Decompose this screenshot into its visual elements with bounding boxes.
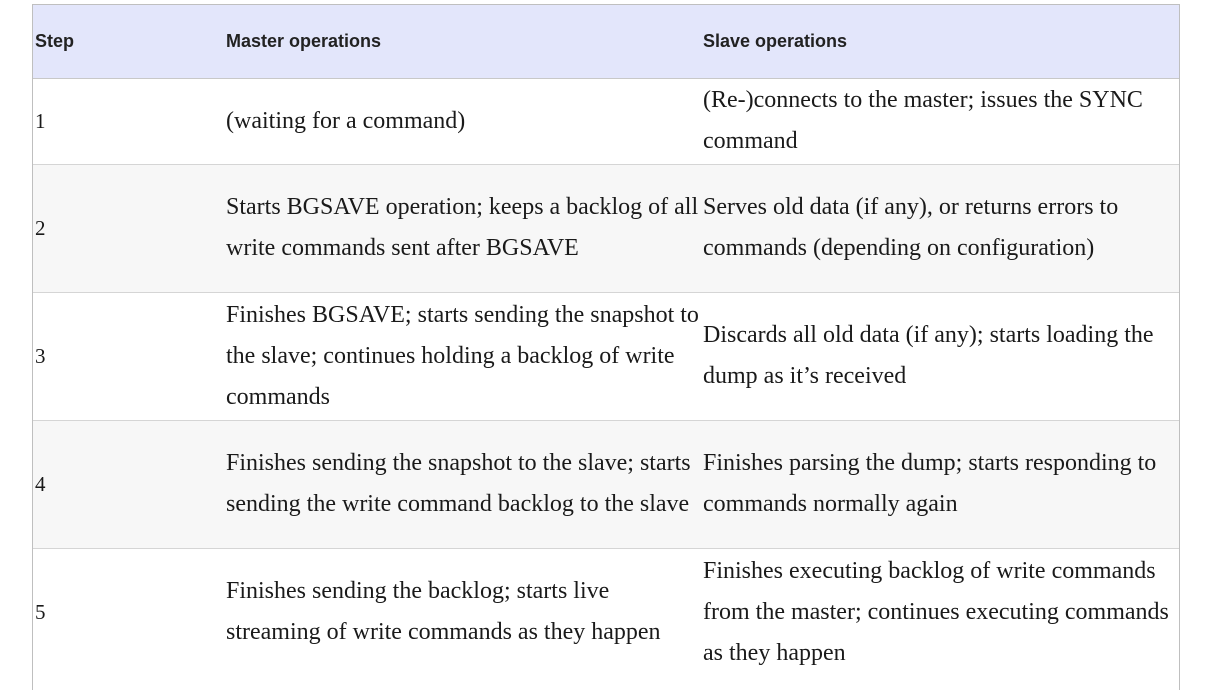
replication-steps-table xyxy=(33,5,1179,676)
master-operation-cell: Starts BGSAVE operation; keeps a backlog of all write commands sent after BGSAVE xyxy=(224,164,701,292)
master-operation-cell: (waiting for a command) xyxy=(224,78,701,164)
step-cell: 2 xyxy=(33,164,224,292)
table-row xyxy=(33,164,1179,292)
table-row xyxy=(33,420,1179,548)
master-operation-cell: Finishes sending the snapshot to the slave; starts sending the write command backlog to the slave xyxy=(224,420,701,548)
header-master-operations: Master operations xyxy=(224,5,701,78)
step-cell: 1 xyxy=(33,78,224,164)
slave-operation-cell: Finishes parsing the dump; starts responding to commands normally again xyxy=(701,420,1179,548)
table-row xyxy=(33,78,1179,164)
slave-operation-cell: (Re-)connects to the master; issues the SYNC command xyxy=(701,78,1179,164)
master-operation-cell: Finishes sending the backlog; starts live streaming of write commands as they happen xyxy=(224,548,701,676)
master-operation-cell: Finishes BGSAVE; starts sending the snapshot to the slave; continues holding a backlog of write commands xyxy=(224,292,701,420)
header-step: Step xyxy=(33,5,224,78)
slave-operation-cell: Serves old data (if any), or returns errors to commands (depending on configuration) xyxy=(701,164,1179,292)
slave-operation-cell: Finishes executing backlog of write commands from the master; continues executing commands as they happen xyxy=(701,548,1179,676)
step-cell: 4 xyxy=(33,420,224,548)
step-cell: 3 xyxy=(33,292,224,420)
table-header-row xyxy=(33,5,1179,78)
table-row xyxy=(33,292,1179,420)
step-cell: 5 xyxy=(33,548,224,676)
table-row xyxy=(33,548,1179,676)
replication-steps-table-container xyxy=(32,4,1180,690)
slave-operation-cell: Discards all old data (if any); starts loading the dump as it’s received xyxy=(701,292,1179,420)
header-slave-operations: Slave operations xyxy=(701,5,1179,78)
